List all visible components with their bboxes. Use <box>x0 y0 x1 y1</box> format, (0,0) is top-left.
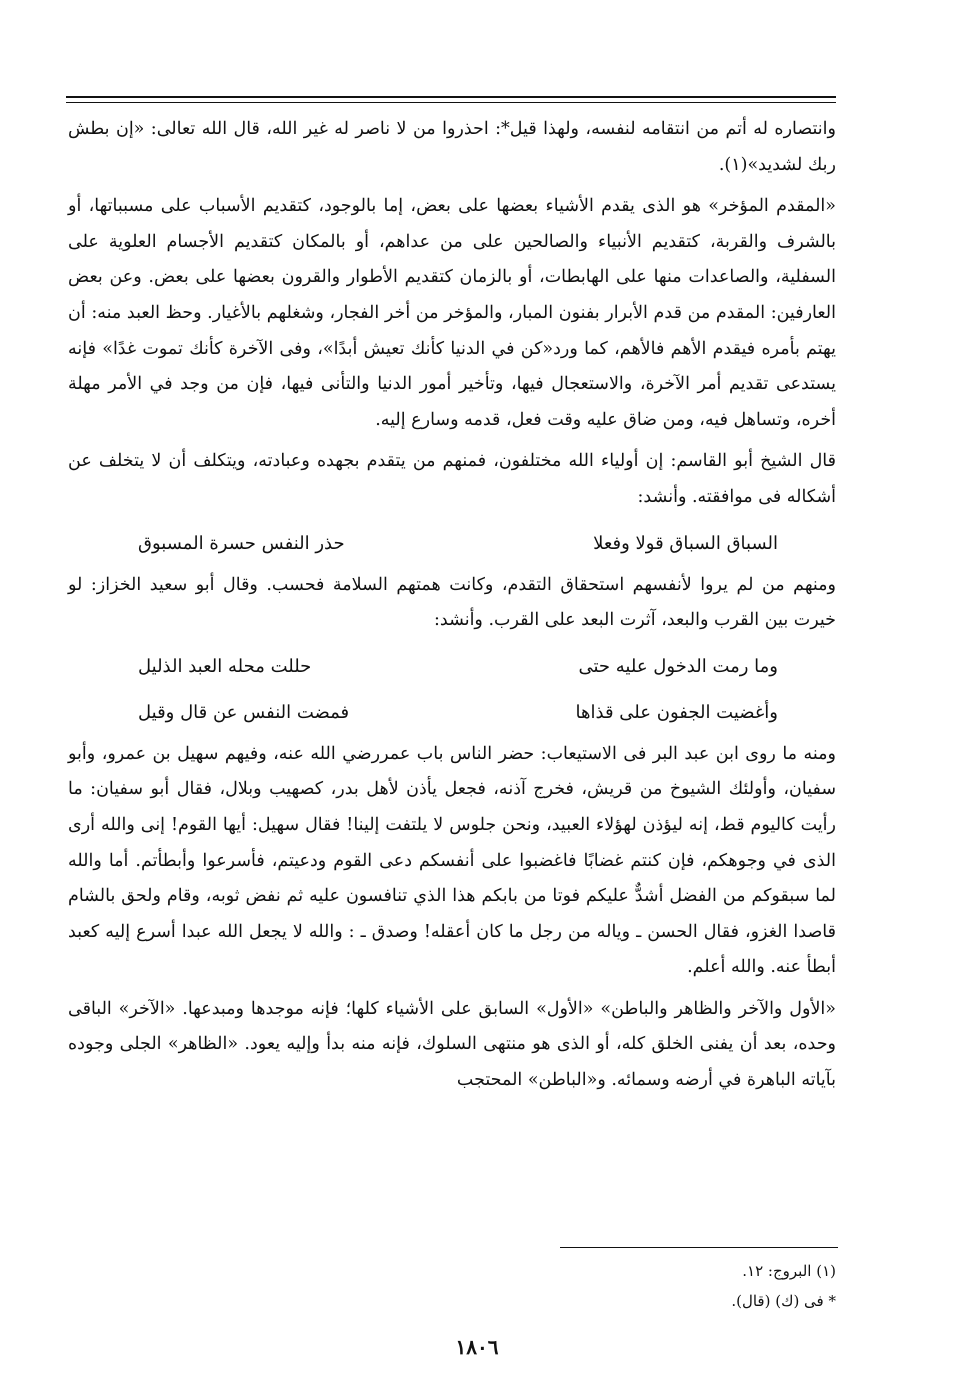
footnote-2: * فى (ك) (قال). <box>731 1292 836 1310</box>
verse-hemistich-first: السباق السباق قولا وفعلا <box>593 532 778 554</box>
header-rule <box>66 96 836 98</box>
header-rule-thin <box>66 102 836 103</box>
paragraph-5: ومنه ما روى ابن عبد البر فى الاستيعاب: حضر الناس باب عمررضي الله عنه، وفيهم سهيل بن عمرو، وأبو سفيان، وأولئك الشيوخ من قريش، فخرج آذنه، فجعل يأذن لأهل بدر، كصهيب وبلال، فقال أبو سفيان: ما رأيت كاليوم قط، إنه ليؤذن لهؤلاء العبيد، ونحن جلوس لا يلتفت إلينا! فقال سهيل: أيها القوم! إنى والله أرى الذى في وجوهكم، فإن كنتم غضابًا فاغضبوا على أنفسكم دعى القوم ودعيتم، فأسرعوا وأبطأتم. أما والله لما سبقوكم من الفضل أشدٌّ عليكم فوتا من بابكم هذا الذي تنافسون عليه ثم نفض ثوبه، وقام ولحق بالشام قاصدا الغزو، فقال الحسن ـ وياله من رجل ما كان أعقله! وصدق ـ : والله لا يجعل الله عبدا أسرع إليه كعبد أبطأ عنه. والله أعلم. <box>68 743 836 978</box>
footnotes <box>436 1256 836 1316</box>
footnote-rule <box>560 1247 838 1248</box>
footnote-1: (١) البروج: ١٢. <box>742 1262 836 1280</box>
verse-line <box>138 691 778 735</box>
verse-hemistich-second: حللت محله العبد الذليل <box>138 655 312 677</box>
main-text <box>68 112 836 1105</box>
paragraph-1: وانتصاره له أتم من انتقامه لنفسه، ولهذا قيل*: احذروا من لا ناصر له غير الله، قال الله تعالى: «إن بطش ربك لشديد»(١). <box>68 119 836 175</box>
paragraph-2: «المقدم المؤخر» هو الذى يقدم الأشياء بعضها على بعض، إما بالوجود، كتقديم الأسباب على مسبباتها، أو بالشرف والقربة، كتقديم الأنبياء والصالحين على من عداهم، أو بالمكان كتقديم الأجسام العلوية على السفلية، والصاعدات منها على الهابطات، أو بالزمان كتقديم الأطوار والقرون بعضها على بعض. وعن بعض العارفين: المقدم من قدم الأبرار بفنون المبار، والمؤخر من أخر الفجار، وشغلهم بالأغيار. وحظ العبد منه: أن يهتم بأمره فيقدم الأهم فالأهم، كما ورد«كن في الدنيا كأنك تعيش أبدًا»، وفى الآخرة كأنك تموت غدًا» فإنه يستدعى تقديم أمر الآخرة، والاستعجال فيها، وتأخير أمور الدنيا والتأنى فيها، فإن من وجد في الأمر مهلة أخره، وتساهل فيه، ومن ضاق عليه وقت فعل، قدمه وسارع إليه. <box>68 196 836 430</box>
paragraph-6: «الأول والآخر والظاهر والباطن» «الأول» السابق على الأشياء كلها؛ فإنه موجدها ومبدعها. «الآخر» الباقى وحده، بعد أن يفنى الخلق كله، أو الذى هو منتهى السلوك، فإنه منه بدأ وإليه يعود. «الظاهر» الجلى وجوده بآياته الباهرة في أرضه وسمائه. و«الباطن» المحتجب <box>68 998 836 1091</box>
verse-hemistich-first: وأغضيت الجفون على قذاها <box>575 701 778 723</box>
paragraph-3: قال الشيخ أبو القاسم: إن أولياء الله مختلفون، فمنهم من يتقدم بجهده وعبادته، ويتكلف أن لا يتخلف عن أشكاله فى موافقته. وأنشد: <box>68 451 836 507</box>
page-number: ١٨٠٦ <box>455 1335 499 1359</box>
verse-line <box>138 522 778 566</box>
verse-line <box>138 645 778 689</box>
verse-hemistich-second: حذر النفس حسرة المسبوق <box>138 532 345 554</box>
paragraph-4: ومنهم من لم يروا لأنفسهم استحقاق التقدم، وكانت همتهم السلامة فحسب. وقال أبو سعيد الخزاز: لو خيرت بين القرب والبعد، آثرت البعد على القرب. وأنشد: <box>68 574 836 631</box>
verse-hemistich-first: وما رمت الدخول عليه حتى <box>578 655 778 677</box>
verse-hemistich-second: فمضت النفس عن قال وقيل <box>138 701 350 723</box>
